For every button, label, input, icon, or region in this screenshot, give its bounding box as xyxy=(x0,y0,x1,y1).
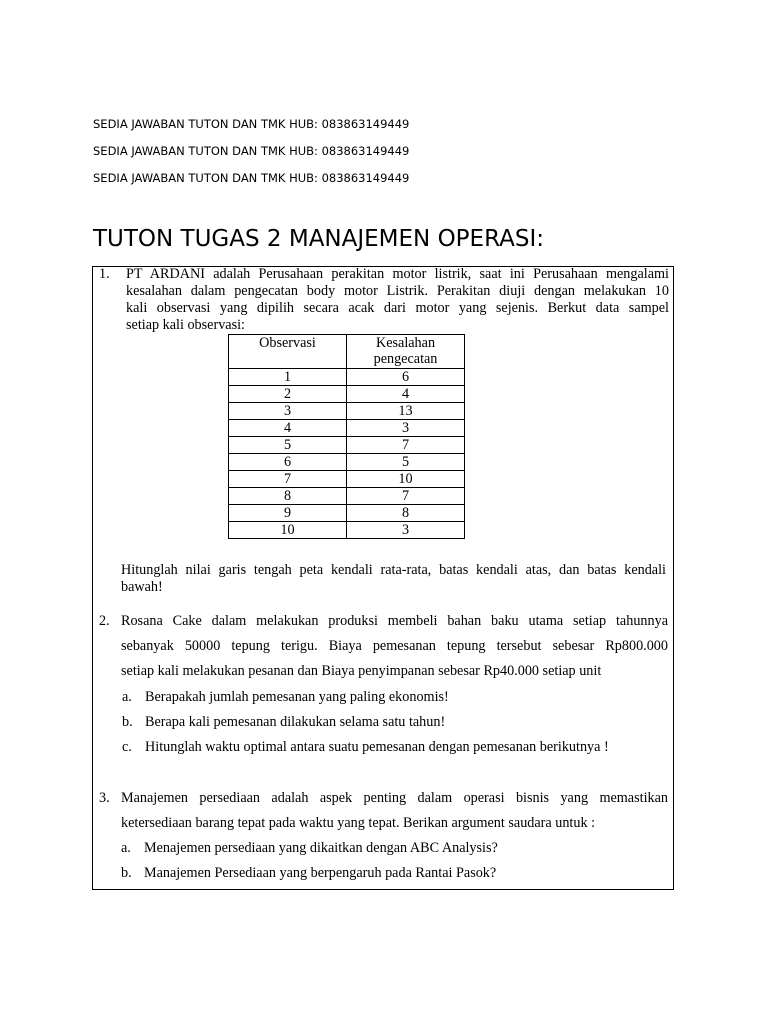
q2-item-b-text: Berapa kali pemesanan dilakukan selama satu tahun! xyxy=(145,714,446,730)
table-row xyxy=(229,420,465,437)
cell-observasi: 9 xyxy=(229,505,347,522)
question-1-prompt xyxy=(121,562,666,596)
q2-item-c-letter: c. xyxy=(122,739,132,755)
table-row xyxy=(229,437,465,454)
cell-kesalahan: 3 xyxy=(347,522,465,539)
question-1-text xyxy=(126,266,669,334)
document-title: TUTON TUGAS 2 MANAJEMEN OPERASI: xyxy=(93,226,544,252)
q1-line-4: setiap kali observasi: xyxy=(126,317,245,333)
q2-item-a xyxy=(122,689,662,706)
q1-line-1: PT ARDANI adalah Perusahaan perakitan motor listrik, saat ini Perusahaan mengalami xyxy=(126,266,669,282)
question-3-text xyxy=(121,786,668,836)
q2-line-1: Rosana Cake dalam melakukan produksi membeli bahan baku utama setiap tahunnya xyxy=(121,613,668,629)
q3-item-a-text: Menajemen persediaan yang dikaitkan dengan ABC Analysis? xyxy=(144,840,498,856)
cell-observasi: 5 xyxy=(229,437,347,454)
cell-observasi: 1 xyxy=(229,369,347,386)
cell-observasi: 8 xyxy=(229,488,347,505)
table-row xyxy=(229,454,465,471)
q1-prompt-line-2: bawah! xyxy=(121,579,163,595)
table-row xyxy=(229,386,465,403)
q3-item-a-letter: a. xyxy=(121,840,131,856)
table-row xyxy=(229,505,465,522)
q3-item-b-text: Manajemen Persediaan yang berpengaruh pada Rantai Pasok? xyxy=(144,865,497,881)
question-3-number: 3. xyxy=(99,790,110,806)
cell-kesalahan: 4 xyxy=(347,386,465,403)
table-row xyxy=(229,522,465,539)
cell-observasi: 10 xyxy=(229,522,347,539)
q3-line-1: Manajemen persediaan adalah aspek penting dalam operasi bisnis yang memastikan xyxy=(121,790,668,806)
q2-item-c-text: Hitunglah waktu optimal antara suatu pemesanan dengan pemesanan berikutnya ! xyxy=(145,739,609,755)
q2-line-3: setiap kali melakukan pesanan dan Biaya penyimpanan sebesar Rp40.000 setiap unit xyxy=(121,663,602,679)
q2-item-c xyxy=(122,739,662,756)
table-row xyxy=(229,471,465,488)
cell-observasi: 6 xyxy=(229,454,347,471)
q3-line-2: ketersediaan barang tepat pada waktu yang tepat. Berikan argument saudara untuk : xyxy=(121,815,596,831)
cell-observasi: 4 xyxy=(229,420,347,437)
q2-item-b xyxy=(122,714,662,731)
table-header-row xyxy=(229,335,465,369)
cell-observasi: 2 xyxy=(229,386,347,403)
q3-item-a xyxy=(121,840,661,857)
header-line-1: SEDIA JAWABAN TUTON DAN TMK HUB: 083863149449 xyxy=(93,117,410,131)
q2-line-2: sebanyak 50000 tepung terigu. Biaya pemesanan tepung tersebut sebesar Rp800.000 xyxy=(121,638,668,654)
header-line-3: SEDIA JAWABAN TUTON DAN TMK HUB: 083863149449 xyxy=(93,171,410,185)
header-kesalahan: Kesalahan pengecatan xyxy=(347,335,465,369)
header-line-2: SEDIA JAWABAN TUTON DAN TMK HUB: 083863149449 xyxy=(93,144,410,158)
cell-kesalahan: 5 xyxy=(347,454,465,471)
cell-kesalahan: 3 xyxy=(347,420,465,437)
cell-observasi: 3 xyxy=(229,403,347,420)
cell-kesalahan: 8 xyxy=(347,505,465,522)
cell-kesalahan: 13 xyxy=(347,403,465,420)
q2-item-b-letter: b. xyxy=(122,714,133,730)
cell-kesalahan: 7 xyxy=(347,437,465,454)
header-observasi: Observasi xyxy=(229,335,347,369)
observation-table xyxy=(228,334,465,539)
q1-prompt-line-1: Hitunglah nilai garis tengah peta kendali rata-rata, batas kendali atas, dan batas kendali xyxy=(121,562,666,578)
question-2-number: 2. xyxy=(99,613,110,629)
q3-item-b xyxy=(121,865,661,882)
table-row xyxy=(229,488,465,505)
question-1-number: 1. xyxy=(99,266,110,282)
table-row xyxy=(229,369,465,386)
q2-item-a-letter: a. xyxy=(122,689,132,705)
q1-line-2: kesalahan dalam pengecatan body motor Listrik. Perakitan diuji dengan melakukan 10 xyxy=(126,283,669,299)
q1-line-3: kali observasi yang dipilih secara acak dari motor yang sejenis. Berkut data sampel xyxy=(126,300,669,316)
question-2-text xyxy=(121,609,668,684)
cell-kesalahan: 7 xyxy=(347,488,465,505)
cell-kesalahan: 6 xyxy=(347,369,465,386)
cell-observasi: 7 xyxy=(229,471,347,488)
q3-item-b-letter: b. xyxy=(121,865,132,881)
table-row xyxy=(229,403,465,420)
q2-item-a-text: Berapakah jumlah pemesanan yang paling ekonomis! xyxy=(145,689,449,705)
cell-kesalahan: 10 xyxy=(347,471,465,488)
